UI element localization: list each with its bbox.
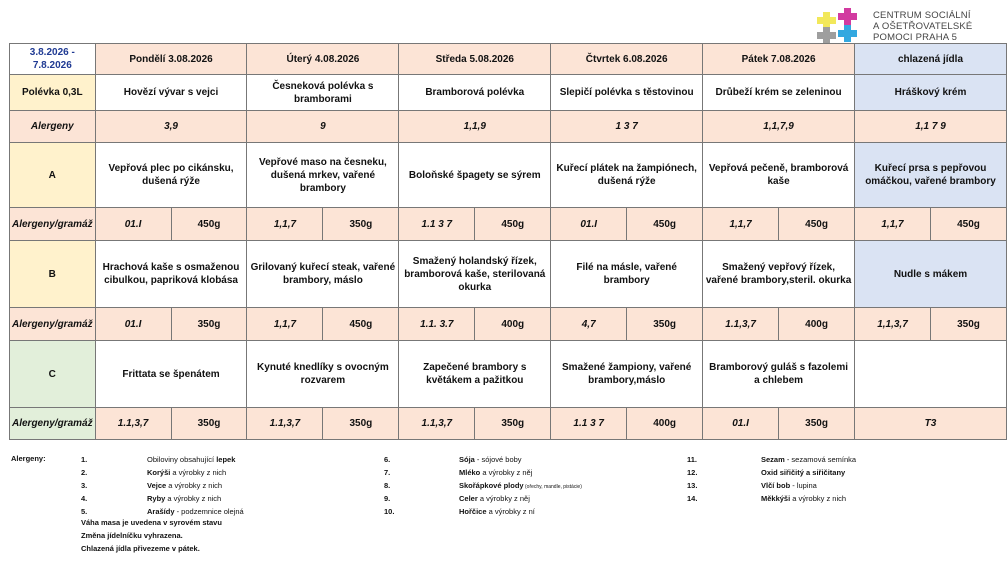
soup-cell: Hovězí vývar s vejci (95, 75, 247, 111)
dish-cell: Grilovaný kuřecí steak, vařené brambory, máslo (247, 241, 399, 308)
allergen-cell: 1,1,7,9 (703, 111, 855, 143)
dish-cell: Frittata se špenátem (95, 341, 247, 408)
day-header: Pátek 7.08.2026 (703, 44, 855, 75)
legend-title: Alergeny: (11, 454, 46, 463)
menu-label: A (10, 143, 96, 208)
day-header: chlazená jídla (855, 44, 1007, 75)
weight-cell: 450g (171, 208, 247, 241)
legend-number: 9. (384, 494, 391, 503)
legend-number: 12. (687, 468, 698, 477)
day-header: Čtvrtek 6.08.2026 (551, 44, 703, 75)
allergen-cell: 1.1,3,7 (703, 308, 779, 341)
dish-cell: Smažený holandský řízek, bramborová kaše, sterilovaná okurka (399, 241, 551, 308)
legend-item: Obiloviny obsahující lepek (147, 455, 236, 464)
allergen-cell: 1,1,7 (855, 208, 931, 241)
weight-cell: 450g (475, 208, 551, 241)
legend-number: 2. (81, 468, 88, 477)
weight-cell: 350g (171, 408, 247, 440)
dish-cell: Zapečené brambory s květákem a pažitkou (399, 341, 551, 408)
logo-text (873, 10, 972, 43)
allergen-cell: 1,1,7 (247, 308, 323, 341)
allergen-cell: 3,9 (95, 111, 247, 143)
allergen-cell: 1,1,9 (399, 111, 551, 143)
legend-number: 8. (384, 481, 391, 490)
allergen-weight-label: Alergeny/gramáž (10, 208, 96, 241)
dish-cell: Smažené žampiony, vařené brambory,máslo (551, 341, 703, 408)
dish-cell: Bramborový guláš s fazolemi a chlebem (703, 341, 855, 408)
allergen-cell: 01.I (95, 308, 171, 341)
allergen-cell: 1,1 7 9 (855, 111, 1007, 143)
legend-number: 14. (687, 494, 698, 503)
allergen-cell: 1 3 7 (551, 111, 703, 143)
soup-cell: Česneková polévka s bramborami (247, 75, 399, 111)
day-header: Úterý 4.08.2026 (247, 44, 399, 75)
legend-number: 13. (687, 481, 698, 490)
allergen-cell: 1,1,7 (247, 208, 323, 241)
allergen-weight-label: Alergeny/gramáž (10, 408, 96, 440)
note: Chlazená jídla přivezeme v pátek. (81, 544, 200, 553)
soup-label: Polévka 0,3L (10, 75, 96, 111)
allergen-cell: T3 (855, 408, 1007, 440)
weight-cell: 350g (475, 408, 551, 440)
dish-cell: Nudle s mákem (855, 241, 1007, 308)
legend-number: 1. (81, 455, 88, 464)
allergen-cell: 01.I (551, 208, 627, 241)
soup-cell: Drůbeží krém se zeleninou (703, 75, 855, 111)
menu-table (9, 43, 1007, 440)
weight-cell: 350g (171, 308, 247, 341)
dish-cell: Kuřecí plátek na žampiónech, dušená rýže (551, 143, 703, 208)
legend-number: 3. (81, 481, 88, 490)
soup-cell: Hráškový krém (855, 75, 1007, 111)
legend-number: 4. (81, 494, 88, 503)
dish-cell: Vepřová pečeně, bramborová kaše (703, 143, 855, 208)
logo-line: CENTRUM SOCIÁLNÍ (873, 10, 971, 21)
legend-item: Hořčice a výrobky z ní (459, 507, 535, 516)
day-header: Středa 5.08.2026 (399, 44, 551, 75)
allergen-cell: 1,1,3,7 (855, 308, 931, 341)
allergen-cell: 1.1,3,7 (95, 408, 171, 440)
legend-item: Skořápkové plody (ořechy, mandle, pistácie) (459, 481, 582, 490)
legend-number: 7. (384, 468, 391, 477)
legend-number: 10. (384, 507, 395, 516)
legend-number: 6. (384, 455, 391, 464)
legend-item: Sezam - sezamová semínka (761, 455, 857, 464)
weight-cell: 350g (930, 308, 1006, 341)
menu-c-allergen-row (10, 408, 1007, 440)
notes (81, 516, 222, 555)
menu-label: C (10, 341, 96, 408)
logo-cross-icon (817, 8, 867, 44)
soup-cell: Slepičí polévka s těstovinou (551, 75, 703, 111)
allergen-cell: 9 (247, 111, 399, 143)
allergen-weight-label: Alergeny/gramáž (10, 308, 96, 341)
soup-allergen-row (10, 111, 1007, 143)
dish-cell: Hrachová kaše s osmaženou cibulkou, papriková klobása (95, 241, 247, 308)
dish-cell: Kynuté knedlíky s ovocným rozvarem (247, 341, 399, 408)
allergen-cell: 1.1 3 7 (399, 208, 475, 241)
legend-number: 5. (81, 507, 88, 516)
dish-cell (855, 341, 1007, 408)
soup-cell: Bramborová polévka (399, 75, 551, 111)
dish-cell: Kuřecí prsa s pepřovou omáčkou, vařené brambory (855, 143, 1007, 208)
legend-item: Arašídy - podzemnice olejná (147, 507, 244, 516)
weight-cell: 350g (323, 408, 399, 440)
legend-item: Ryby a výrobky z nich (147, 494, 222, 503)
legend-number: 11. (687, 455, 698, 464)
weight-cell: 400g (779, 308, 855, 341)
weight-cell: 350g (323, 208, 399, 241)
weight-cell: 450g (930, 208, 1006, 241)
day-header: Pondělí 3.08.2026 (95, 44, 247, 75)
allergen-cell: 1.1 3 7 (551, 408, 627, 440)
allergen-cell: 1,1,7 (703, 208, 779, 241)
weight-cell: 400g (627, 408, 703, 440)
note: Váha masa je uvedena v syrovém stavu (81, 518, 222, 527)
legend-item: Sója - sójové boby (459, 455, 522, 464)
legend-item: Celer a výrobky z něj (459, 494, 530, 503)
dish-cell: Smažený vepřový řízek, vařené brambory,steril. okurka (703, 241, 855, 308)
menu-b-allergen-row (10, 308, 1007, 341)
logo-line: POMOCI PRAHA 5 (873, 32, 958, 43)
allergen-cell: 1.1,3,7 (399, 408, 475, 440)
menu-b-row (10, 241, 1007, 308)
weight-cell: 450g (779, 208, 855, 241)
logo-line: A OŠETŘOVATELSKÉ (873, 21, 973, 32)
allergen-cell: 01.I (95, 208, 171, 241)
legend-item: Měkkýši a výrobky z nich (761, 494, 847, 503)
legend-item: Mléko a výrobky z něj (459, 468, 533, 477)
legend-item: Vlčí bob - lupina (761, 481, 817, 490)
menu-a-row (10, 143, 1007, 208)
dish-cell: Vepřové maso na česneku, dušená mrkev, vařené brambory (247, 143, 399, 208)
legend-item: Vejce a výrobky z nich (147, 481, 223, 490)
allergen-cell: 1.1. 3.7 (399, 308, 475, 341)
soup-row (10, 75, 1007, 111)
allergen-label: Alergeny (10, 111, 96, 143)
weight-cell: 450g (323, 308, 399, 341)
allergen-cell: 1.1,3,7 (247, 408, 323, 440)
menu-a-allergen-row (10, 208, 1007, 241)
dish-cell: Vepřová plec po cikánsku, dušená rýže (95, 143, 247, 208)
allergen-cell: 4,7 (551, 308, 627, 341)
menu-c-row (10, 341, 1007, 408)
logo (817, 8, 997, 44)
note: Změna jídelníčku vyhrazena. (81, 531, 183, 540)
menu-label: B (10, 241, 96, 308)
weight-cell: 350g (779, 408, 855, 440)
dish-cell: Filé na másle, vařené brambory (551, 241, 703, 308)
weight-cell: 350g (627, 308, 703, 341)
weight-cell: 450g (627, 208, 703, 241)
date-range: 3.8.2026 - 7.8.2026 (10, 44, 96, 75)
weight-cell: 400g (475, 308, 551, 341)
dish-cell: Boloňské špagety se sýrem (399, 143, 551, 208)
allergen-cell: 01.I (703, 408, 779, 440)
header-row (10, 44, 1007, 75)
legend-item: Korýši a výrobky z nich (147, 468, 227, 477)
legend-item: Oxid siřičitý a siřičitany (761, 468, 846, 477)
